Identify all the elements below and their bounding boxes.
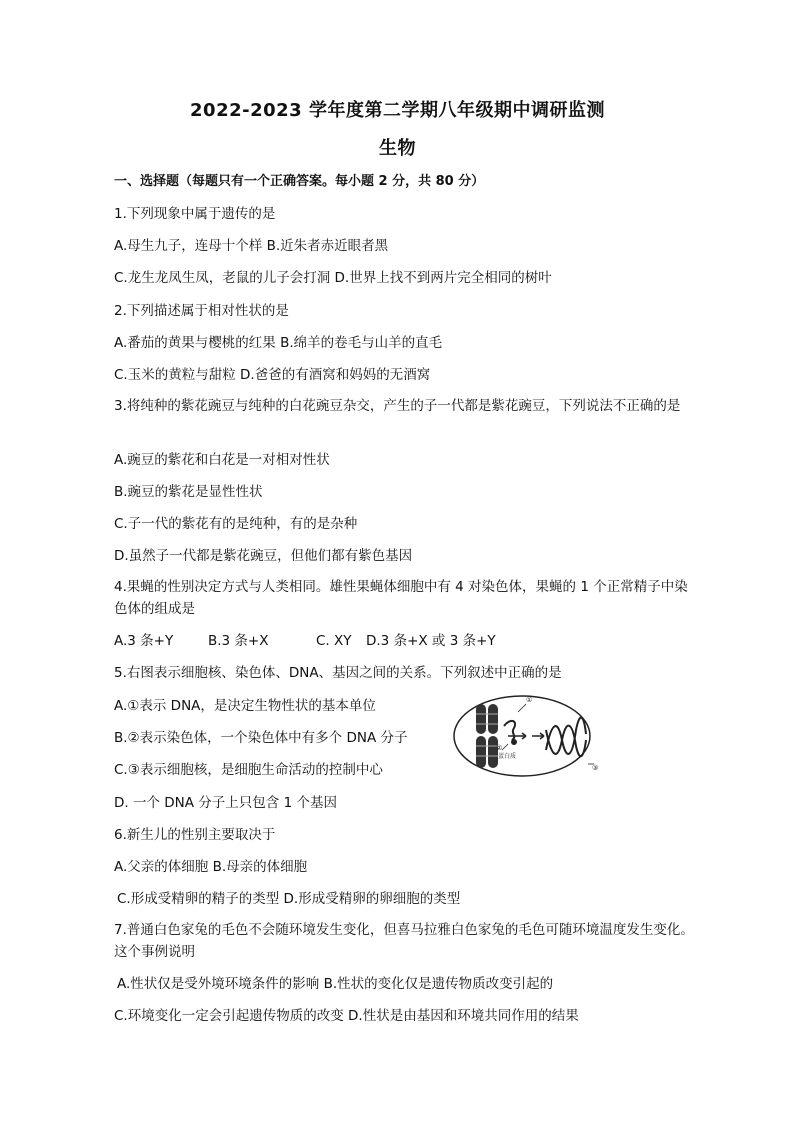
option-b: B.3 条+X xyxy=(208,633,269,649)
question-options: A.性状仅是受外境环境条件的影响 B.性状的变化仅是遗传物质改变引起的 xyxy=(117,976,554,992)
option-a: A.3 条+Y xyxy=(114,633,174,649)
question-option: A.豌豆的紫花和白花是一对相对性状 xyxy=(114,452,330,468)
subject-title: 生物 xyxy=(379,138,416,159)
question-option: B.豌豆的紫花是显性性状 xyxy=(114,484,263,500)
question-stem: 4.果蝇的性别决定方式与人类相同。雄性果蝇体细胞中有 4 对染色体，果蝇的 1 个正常精子中染色体的组成是 xyxy=(114,579,688,617)
marker-2: ② xyxy=(496,744,503,752)
protein-label: 蛋白质 xyxy=(498,753,517,760)
marker-1: ① xyxy=(526,696,533,704)
question-option: D.虽然子一代都是紫花豌豆，但他们都有紫色基因 xyxy=(114,548,413,564)
nucleus-chromosome-dna-diagram xyxy=(452,690,602,782)
question-option: A.①表示 DNA，是决定生物性状的基本单位 xyxy=(114,698,376,714)
exam-title: 2022-2023 学年度第二学期八年级期中调研监测 xyxy=(190,100,605,121)
question-options-row xyxy=(114,632,694,650)
question-options: C.龙生龙凤生凤，老鼠的儿子会打洞 D.世界上找不到两片完全相同的树叶 xyxy=(114,270,552,286)
question-options: C.形成受精卵的精子的类型 D.形成受精卵的卵细胞的类型 xyxy=(117,891,461,907)
option-d: D.3 条+X 或 3 条+Y xyxy=(366,633,496,649)
cell-nucleus-figure xyxy=(452,690,602,782)
question-stem: 2.下列描述属于相对性状的是 xyxy=(114,303,289,319)
question-stem: 3.将纯种的紫花豌豆与纯种的白花豌豆杂交，产生的子一代都是紫花豌豆，下列说法不正确的是 xyxy=(114,398,681,414)
question-options: C.环境变化一定会引起遗传物质的改变 D.性状是由基因和环境共同作用的结果 xyxy=(114,1008,579,1024)
chromosome-shape xyxy=(476,704,498,768)
marker-3: ③ xyxy=(592,764,599,772)
question-options: A.番茄的黄果与樱桃的红果 B.绵羊的卷毛与山羊的直毛 xyxy=(114,335,443,351)
option-c: C. XY xyxy=(316,633,352,649)
question-options: C.玉米的黄粒与甜粒 D.爸爸的有酒窝和妈妈的无酒窝 xyxy=(114,367,431,383)
question-stem: 1.下列现象中属于遗传的是 xyxy=(114,206,276,222)
question-option: B.②表示染色体，一个染色体中有多个 DNA 分子 xyxy=(114,730,408,746)
question-stem: 5.右图表示细胞核、染色体、DNA、基因之间的关系。下列叙述中正确的是 xyxy=(114,665,562,681)
question-options: A.父亲的体细胞 B.母亲的体细胞 xyxy=(114,859,308,875)
dna-helix-shape xyxy=(546,718,586,757)
question-stem: 6.新生儿的性别主要取决于 xyxy=(114,827,276,843)
question-stem: 7.普通白色家兔的毛色不会随环境发生变化，但喜马拉雅白色家兔的毛色可随环境温度发生变化。这个事例说明 xyxy=(114,922,694,960)
question-option: C.子一代的紫花有的是纯种，有的是杂种 xyxy=(114,516,358,532)
question-option: D. 一个 DNA 分子上只包含 1 个基因 xyxy=(114,795,337,811)
question-options: A.母生九子，连母十个样 B.近朱者赤近眼者黑 xyxy=(114,238,389,254)
question-option: C.③表示细胞核，是细胞生命活动的控制中心 xyxy=(114,762,383,778)
section-heading: 一、选择题（每题只有一个正确答案。每小题 2 分，共 80 分） xyxy=(114,174,485,189)
protein-shape xyxy=(504,721,515,740)
